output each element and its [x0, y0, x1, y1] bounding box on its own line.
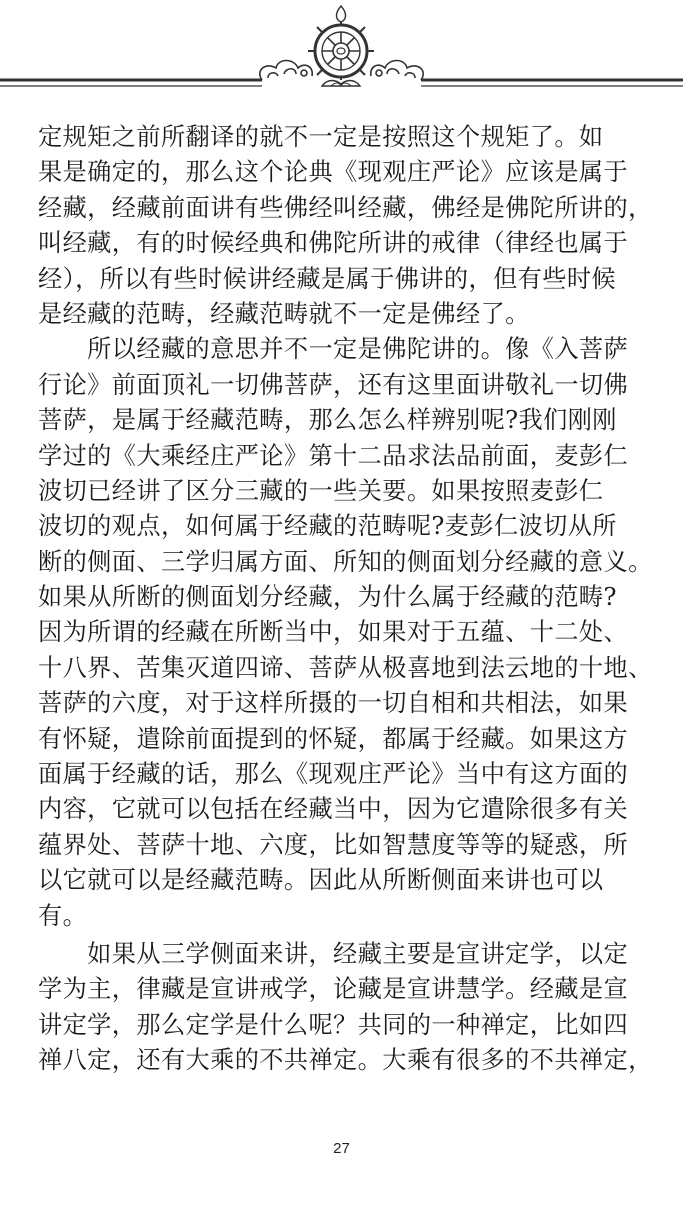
page-header-ornament [0, 0, 683, 110]
right-cloud-icon [371, 61, 423, 81]
text-line: 学过的《大乘经庄严论》第十二品求法品前面，麦彭仁 [38, 441, 629, 470]
text-line: 行论》前面顶礼一切佛菩萨，还有这里面讲敬礼一切佛 [38, 370, 629, 399]
text-line: 因为所谓的经藏在所断当中，如果对于五蕴、十二处、 [38, 618, 629, 647]
text-line: 学为主，律藏是宣讲戒学，论藏是宣讲慧学。经藏是宣 [38, 975, 629, 1004]
text-line: 如果从三学侧面来讲，经藏主要是宣讲定学，以定 [38, 939, 629, 968]
paragraph-1 [38, 120, 660, 332]
text-line: 内容，它就可以包括在经藏当中，因为它遣除很多有关 [38, 795, 629, 824]
text-line: 经），所以有些时候讲经藏是属于佛讲的，但有些时候 [38, 264, 617, 293]
text-line: 如果从所断的侧面划分经藏，为什么属于经藏的范畴? [38, 583, 617, 612]
text-line: 十八界、苦集灭道四谛、菩萨从极喜地到法云地的十地、 [38, 653, 653, 682]
text-line: 经藏，经藏前面讲有些佛经叫经藏，佛经是佛陀所讲的， [38, 193, 653, 222]
body-text [38, 120, 660, 1079]
text-line: 有怀疑，遣除前面提到的怀疑，都属于经藏。如果这方 [38, 724, 629, 753]
text-line: 所以经藏的意思并不一定是佛陀讲的。像《入菩萨 [38, 335, 629, 364]
text-line: 波切的观点，如何属于经藏的范畴呢?麦彭仁波切从所 [38, 512, 617, 541]
text-line: 波切已经讲了区分三藏的一些关要。如果按照麦彭仁 [38, 476, 604, 505]
text-line: 菩萨，是属于经藏范畴，那么怎么样辨别呢?我们刚刚 [38, 406, 617, 435]
text-line: 面属于经藏的话，那么《现观庄严论》当中有这方面的 [38, 760, 629, 789]
text-line: 果是确定的，那么这个论典《现观庄严论》应该是属于 [38, 158, 629, 187]
paragraph-2 [38, 332, 660, 934]
text-line: 菩萨的六度，对于这样所摄的一切自相和共相法，如果 [38, 689, 629, 718]
text-line: 蕴界处、菩萨十地、六度，比如智慧度等等的疑惑，所 [38, 830, 629, 859]
text-line: 断的侧面、三学归属方面、所知的侧面划分经藏的意义。 [38, 547, 653, 576]
paragraph-3 [38, 937, 660, 1079]
text-line: 禅八定，还有大乘的不共禅定。大乘有很多的不共禅定， [38, 1046, 653, 1075]
text-line: 有。 [38, 901, 88, 930]
text-line: 定规矩之前所翻译的就不一定是按照这个规矩了。如 [38, 123, 604, 151]
header-border-svg [0, 0, 683, 110]
text-line: 是经藏的范畴，经藏范畴就不一定是佛经了。 [38, 299, 530, 328]
text-line: 叫经藏，有的时候经典和佛陀所讲的戒律（律经也属于 [38, 229, 629, 258]
left-cloud-icon [260, 61, 312, 81]
text-line: 讲定学，那么定学是什么呢？共同的一种禅定，比如四 [38, 1010, 629, 1039]
page-number: 27 [333, 1140, 350, 1157]
dharma-wheel-icon [308, 6, 374, 86]
text-line: 以它就可以是经藏范畴。因此从所断侧面来讲也可以 [38, 866, 604, 895]
